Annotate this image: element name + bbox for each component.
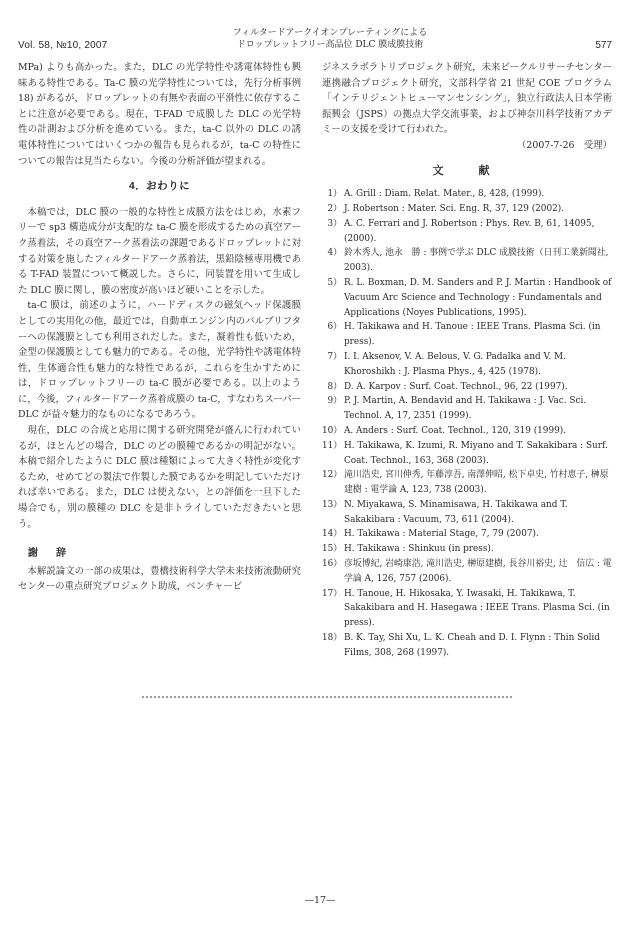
reference-item xyxy=(322,424,612,439)
reference-text: P. J. Martin, A. Bendavid and H. Takikawa : J. Vac. Sci. Technol. A, 17, 2351 (1999). xyxy=(344,396,587,422)
reference-number: 10） xyxy=(322,425,343,436)
reference-text: A. C. Ferrari and J. Robertson : Phys. Rev. B, 61, 14095, (2000). xyxy=(344,218,595,244)
reference-item xyxy=(322,187,612,202)
reference-item xyxy=(322,394,612,424)
running-title xyxy=(180,27,480,51)
reference-number: 12） xyxy=(322,470,343,481)
reference-item xyxy=(322,527,612,542)
reference-item xyxy=(322,498,612,528)
volume-info: Vol. 58, №10, 2007 xyxy=(18,40,108,51)
references-heading: 文 献 xyxy=(432,164,502,177)
reference-item xyxy=(322,350,612,380)
body-paragraph: 本稿では，DLC 膜の一般的な特性と成膜方法をはじめ，水素フリーで sp3 構造成分が支配的な ta-C 膜を形成するための真空アーク蒸着法，その真空アーク蒸着法の課題であるドロップレットに対する対策を施したフィルタードアーク蒸着法，黒鉛陰極専用機である T-FAD 装置について概説した。さらに，同装置を用いて生成した DLC 膜に関し，膜の密度が高いほど硬いことを示した。 xyxy=(18,206,301,296)
reference-text: B. K. Tay, Shi Xu, L. K. Cheah and D. I. Flynn : Thin Solid Films, 308, 268 (1997). xyxy=(344,633,600,658)
reference-number: 1） xyxy=(327,189,342,200)
reference-number: 14） xyxy=(322,529,343,540)
acknowledgment-heading: 謝 辞 xyxy=(28,548,70,560)
reference-item xyxy=(322,380,612,395)
received-date: （2007-7-26 受理） xyxy=(517,139,612,151)
reference-number: 2） xyxy=(327,203,342,214)
reference-number: 6） xyxy=(327,322,342,333)
reference-number: 11） xyxy=(322,440,343,451)
reference-text: J. Robertson : Mater. Sci. Eng. R, 37, 129 (2002). xyxy=(344,203,565,214)
reference-text: H. Takikawa and H. Tanoue : IEEE Trans. Plasma Sci. (in press). xyxy=(344,322,601,348)
page-number: 577 xyxy=(595,40,612,51)
body-paragraph: ta-C 膜は，前述のように，ハードディスクの磁気ヘッド保護膜としての実用化の他，最近では，自動車エンジン内のバルブリフターへの保護膜としても利用されだした。また，凝着性も低いため，金型の保護膜としても魅力的である。その他，光学特性や誘電体特性，生体適合性も魅力的な特性であるが，これらを生かすためには，ドロップレットフリーの ta-C 膜が必要である。以上のように，今後，フィルタードアーク蒸着成膜の ta-C，すなわちスーパー DLC が益々魅力的なものになるであろう。 xyxy=(18,300,301,421)
reference-item xyxy=(322,202,612,217)
reference-number: 5） xyxy=(327,277,342,288)
reference-text: H. Takikawa : Shinkuu (in press). xyxy=(344,544,494,555)
reference-text: 彦坂博紀, 岩崎康浩, 滝川浩史, 榊原建樹, 長谷川裕史, 辻 信広 : 電学論 A, 126, 757 (2006). xyxy=(344,559,612,584)
reference-text: 鈴木秀人, 池永 勝 : 事例で学ぶ DLC 成膜技術（日刊工業新聞社, 2003). xyxy=(344,248,609,274)
body-paragraph: MPa) よりも高かった。また，DLC の光学特性や誘電体特性も興味ある特性である。Ta-C 膜の光学特性については，先行分析事例18) があるが，ドロップレットの有無や表面の平滑性に依存することに注意が必要である。現在，T-FAD で成膜した DLC の光学特性の計測および分析を進めている。また，ta-C 以外の DLC の誘電体特性についてはいくつかの報告も見られるが，ta-C の特性についての報告は見当たらない。今後の分析評価が望まれる。 xyxy=(18,62,301,167)
reference-text: R. L. Boxman, D. M. Sanders and P. J. Martin : Handbook of Vacuum Arc Science and Technology : Fundamentals and Applications (Noyes Publications, 1995). xyxy=(344,277,612,318)
reference-item xyxy=(322,631,612,661)
reference-item xyxy=(322,557,612,587)
reference-text: A. Anders : Surf. Coat. Technol., 120, 319 (1999). xyxy=(344,425,567,436)
reference-item xyxy=(322,217,612,247)
acknowledgment-text: ジネスラボラトリプロジェクト研究，未来ビークルリサーチセンター連携融合プロジェクト研究，文部科学省 21 世紀 COE プログラム「インテリジェントヒューマンセンシング」，独立行政法人日本学術振興会（JSPS）の拠点大学交流事業，および神奈川科学技術アカデミーの支援を受けて行われた。 xyxy=(322,62,612,136)
reference-number: 3） xyxy=(327,218,342,229)
reference-number: 17） xyxy=(322,588,343,599)
reference-item xyxy=(322,320,612,350)
reference-item xyxy=(322,468,612,498)
reference-item xyxy=(322,276,612,320)
reference-item xyxy=(322,542,612,557)
reference-text: I. I. Aksenov, V. A. Belous, V. G. Padalka and V. M. Khoroshikh : J. Plasma Phys., 4, 425 (1978). xyxy=(344,351,566,377)
reference-text: D. A. Karpov : Surf. Coat. Technol., 96, 22 (1997). xyxy=(344,381,568,392)
reference-item xyxy=(322,439,612,469)
reference-list xyxy=(322,187,612,661)
running-title-line: ドロップレットフリー高品位 DLC 膜成膜技術 xyxy=(236,40,424,50)
reference-item xyxy=(322,587,612,631)
reference-number: 18） xyxy=(322,633,343,644)
reference-text: N. Miyakawa, S. Minamisawa, H. Takikawa and T. Sakakibara : Vacuum, 73, 611 (2004). xyxy=(344,499,568,525)
reference-text: H. Takikawa, K. Izumi, R. Miyano and T. Sakakibara : Surf. Coat. Technol., 163, 368 (2003). xyxy=(344,440,608,466)
left-column xyxy=(18,60,301,595)
reference-number: 9） xyxy=(327,396,342,407)
reference-number: 4） xyxy=(327,248,342,259)
reference-number: 8） xyxy=(327,381,342,392)
reference-text: A. Grill : Diam. Relat. Mater., 8, 428, (1999). xyxy=(344,189,545,200)
page-folio: —17— xyxy=(304,895,336,906)
reference-text: H. Tanoue, H. Hikosaka, Y. Iwasaki, H. Takikawa, T. Sakakibara and H. Hasegawa : IEEE Trans. Plasma Sci. (in press). xyxy=(344,588,610,629)
reference-text: H. Takikawa : Material Stage, 7, 79 (2007). xyxy=(344,529,539,540)
separator-rule xyxy=(142,696,512,698)
running-title-line: フィルタードアークイオンプレーティングによる xyxy=(232,28,428,38)
reference-number: 15） xyxy=(322,544,343,555)
reference-item xyxy=(322,246,612,276)
section-heading: 4．おわりに xyxy=(128,180,191,193)
right-column xyxy=(322,60,612,661)
body-paragraph: 現在，DLC の合成と応用に関する研究開発が盛んに行われているが，ほとんどの場合，DLC のどの膜種であるかの明記がない。本稿で紹介したように DLC 膜は種類によって大きく特性が変化するため，せめてどの製法で作製した膜であるかを明記していただければ幸いである。また，DLC は使えない，との評価を一旦下した場合でも，別の膜種の DLC を是非トライしていただきたいと思う。 xyxy=(18,425,301,530)
reference-number: 7） xyxy=(327,351,342,362)
reference-text: 滝川浩史, 宮川伸秀, 年藤淳吾, 南澤伸昭, 松下卓史, 竹村恵子, 榊原建樹 : 電学論 A, 123, 738 (2003). xyxy=(344,470,609,496)
reference-number: 13） xyxy=(322,499,343,510)
acknowledgment-text: 本解説論文の一部の成果は，豊橋技術科学大学未来技術流動研究センターの重点研究プロジェクト助成，ベンチャービ xyxy=(18,565,301,593)
reference-number: 16） xyxy=(322,559,343,570)
